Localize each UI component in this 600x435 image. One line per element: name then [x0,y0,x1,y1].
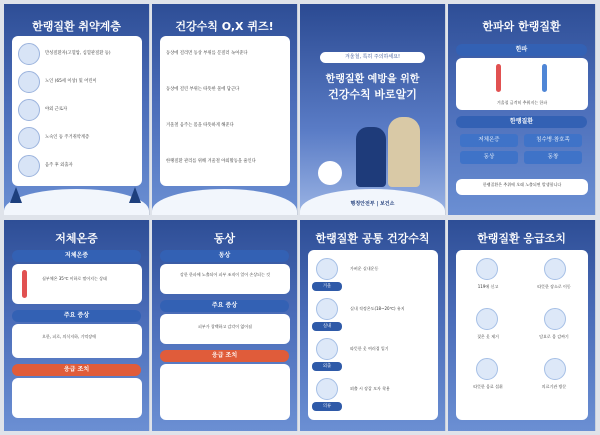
child-figure [356,127,386,187]
org-label: 행정안전부 | 보건소 [350,201,395,207]
person-icon [18,43,40,65]
panel-title: 한랭질환 응급조치 [477,232,566,245]
panel-title: 한랭질환 공통 건강수칙 [315,232,430,245]
panel-hypothermia [4,220,150,431]
cover-title-line1: 한랭질환 예방을 위한 [325,74,420,85]
section-header: 한파 [456,44,587,56]
thermostat-icon [316,298,338,320]
gloves-icon [316,378,338,400]
person-icon [18,155,40,177]
cover-title-line2: 건강수칙 바로알기 [328,88,417,101]
phone-icon [476,258,498,280]
panel-cover [300,4,446,215]
hospital-icon [544,358,566,380]
panel-frostbite [152,220,298,431]
type-trench-foot: 침수병·참호족 [524,134,582,147]
frostbite-card: 강한 한파에 노출되어 피부 조직이 얼어 손상되는 것 [160,264,290,294]
section-header: 주요 증상 [12,310,141,322]
hypothermia-card: 심부체온 35℃ 이하로 떨어지는 상태 [12,264,142,304]
exercise-icon [316,258,338,280]
section-header: 응급 조치 [12,364,141,376]
vulnerable-list-card [12,36,142,186]
person-icon [18,99,40,121]
first-aid-grid: 119에 신고 따뜻한 장소로 이동 젖은 옷 제거 담요로 몸 감싸기 따뜻한 음료 섭취 의료기관 방문 [456,250,588,420]
section-header: 한랭질환 [456,116,587,128]
snow-ground [152,189,297,215]
panel-title: 건강수칙 O,X 퀴즈! [175,20,274,33]
tree-icon [129,187,141,203]
quiz-item: 겨울철 음주는 몸을 따뜻하게 해준다 [166,123,234,129]
first-aid-card [12,378,142,418]
list-item: 야외 근로자 [18,98,136,122]
panel-title: 한파와 한랭질환 [482,20,561,33]
panel-common-rules [300,220,446,431]
shirt-icon [476,308,498,330]
list-item: 노숙인 등 주거취약계층 [18,126,136,150]
cover-pill: 겨울철, 특히 주의하세요! [320,52,425,63]
panel-title: 저체온증 [55,232,98,245]
house-icon [544,258,566,280]
thermometer-icon [542,64,547,92]
type-hypothermia: 저체온증 [460,134,518,147]
section-header: 주요 증상 [160,300,289,312]
snowman-icon [318,161,342,185]
section-header: 응급 조치 [160,350,289,362]
panel-title: 한랭질환 취약계층 [32,20,121,33]
list-item: 만성질환자(고혈압, 심혈관질환 등) [18,42,136,66]
list-item: 음주 후 외출자 [18,154,136,178]
quiz-item: 한랭질환 관리를 위해 겨울철 야외활동을 줄인다 [166,159,256,165]
rules-card: 겨울 가벼운 실내운동 실내 실내 적정온도(18~20℃) 유지 외출 따뜻한 옷 여러겹 입기 의류 외출 시 장갑 모자 착용 [308,250,438,420]
quiz-card [160,36,290,186]
section-header: 저체온증 [12,250,141,262]
panel-title: 동상 [213,232,236,245]
person-icon [18,127,40,149]
cold-wave-caption: 겨울철 급격히 추워지는 한파 [496,100,548,105]
thermometer-icon [496,64,501,92]
adult-figure [388,117,420,187]
panel-cold-wave [448,4,596,215]
disease-note: 한랭질환은 추위에 오래 노출되면 발생합니다 [456,179,588,195]
clothes-icon [316,338,338,360]
tree-icon [10,187,22,203]
list-item: 노인 (65세 이상) 및 어린이 [18,70,136,94]
thermometer-icon [22,270,27,298]
person-icon [18,71,40,93]
blanket-icon [544,308,566,330]
cup-icon [476,358,498,380]
snow-ground [4,189,149,215]
cold-wave-card [456,58,588,110]
panel-ox-quiz [152,4,298,215]
panel-first-aid [448,220,596,431]
first-aid-card [160,364,290,420]
type-chilblain: 동창 [524,151,582,164]
symptom-card: 오한, 피로, 의식저하, 기억장애 [12,324,142,358]
quiz-item: 동상에 걸린 부위는 따뜻한 물에 담근다 [166,87,240,93]
type-frostbite: 동상 [460,151,518,164]
symptom-card: 피부가 창백하고 감각이 없어짐 [160,314,290,344]
section-header: 동상 [160,250,289,262]
quiz-item: 동상에 걸리면 동상 부위를 문질러 녹여준다 [166,51,248,57]
panel-vulnerable-groups [4,4,150,215]
